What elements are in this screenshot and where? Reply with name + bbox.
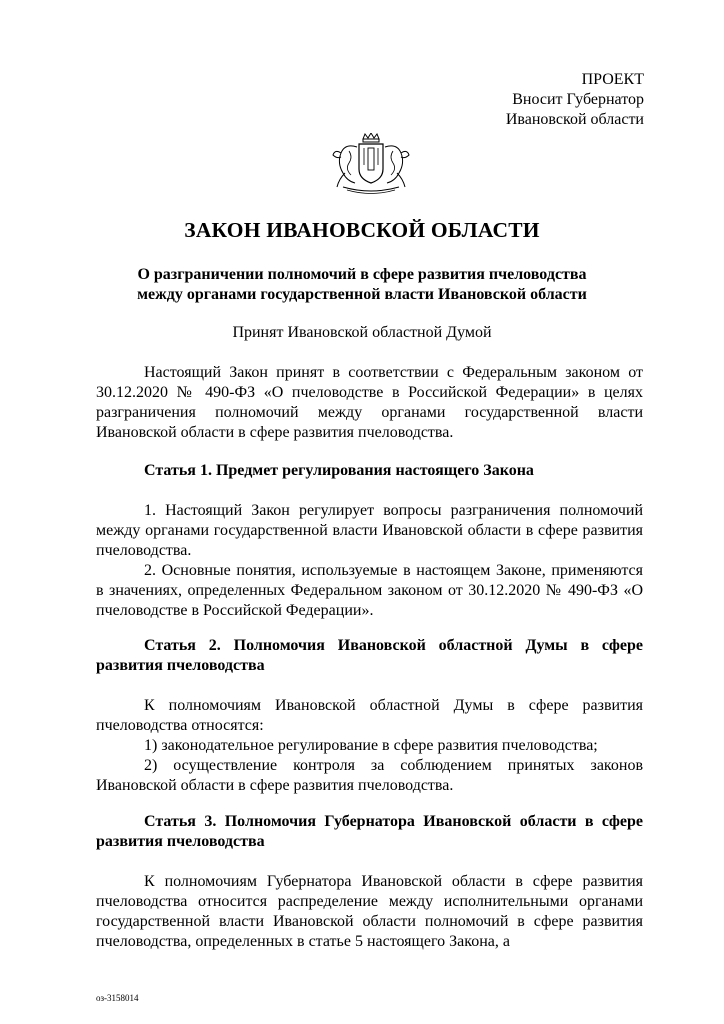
article-2-item-1: 1) законодательное регулирование в сфере развития пчеловодства; xyxy=(144,737,598,754)
law-title: ЗАКОН ИВАНОВСКОЙ ОБЛАСТИ xyxy=(184,218,540,242)
header-block xyxy=(506,70,644,130)
submitter-line-2: Ивановской области xyxy=(505,111,644,128)
subtitle-line-2: между органами государственной власти Ивановской области xyxy=(137,286,587,303)
footer-document-code: оз-3158014 xyxy=(96,993,139,1003)
coat-of-arms-icon xyxy=(329,133,413,195)
article-1-paragraph-1: 1. Настоящий Закон регулирует вопросы разграничения полномочий между органами государственной власти Ивановской области в сфере развития пчеловодства. xyxy=(96,502,643,559)
adopted-note: Принят Ивановской областной Думой xyxy=(232,324,492,341)
law-subtitle xyxy=(100,265,624,305)
submitter-line-1: Вносит Губернатор xyxy=(512,91,644,108)
article-3-heading: Статья 3. Полномочия Губернатора Ивановской области в сфере развития пчеловодства xyxy=(96,813,643,850)
article-1-paragraph-2: 2. Основные понятия, используемые в настоящем Законе, применяются в значениях, определенных Федеральном законом от 30.12.2020 № 490-ФЗ «О пчеловодстве в Российской Федерации». xyxy=(96,562,643,619)
article-2-paragraph-1: К полномочиям Ивановской областной Думы в сфере развития пчеловодства относятся: xyxy=(96,697,643,734)
preamble-paragraph: Настоящий Закон принят в соответствии с Федеральным законом от 30.12.2020 № 490-ФЗ «О пчеловодстве в Российской Федерации» в целях разграничения полномочий между органами государственной власти Ивановской области в сфере развития пчеловодства. xyxy=(96,364,643,441)
draft-status: ПРОЕКТ xyxy=(581,71,644,88)
subtitle-line-1: О разграничении полномочий в сфере развития пчеловодства xyxy=(137,266,587,283)
article-3-paragraph-1: К полномочиям Губернатора Ивановской области в сфере развития пчеловодства относится распределение между исполнительными органами государственной власти Ивановской области полномочий в сфере развития пчеловодства, определенных в статье 5 настоящего Закона, а xyxy=(96,873,643,950)
article-2-heading: Статья 2. Полномочия Ивановской областной Думы в сфере развития пчеловодства xyxy=(96,637,643,674)
article-1-heading: Статья 1. Предмет регулирования настоящего Закона xyxy=(144,462,534,479)
article-2-item-2: 2) осуществление контроля за соблюдением принятых законов Ивановской области в сфере развития пчеловодства. xyxy=(96,757,643,794)
